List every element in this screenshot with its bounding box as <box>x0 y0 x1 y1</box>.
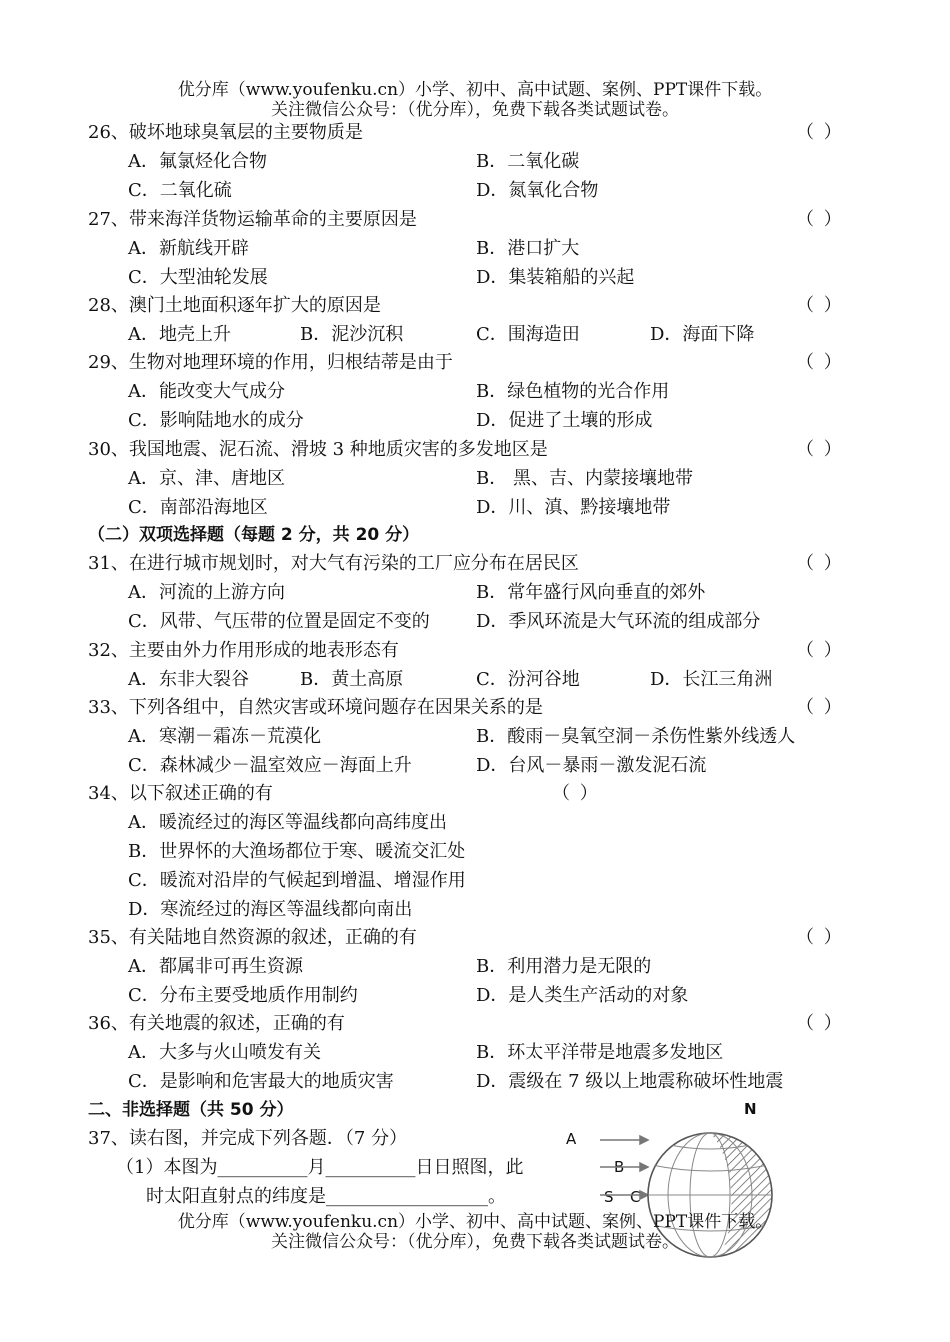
option-a: A．大多与火山喷发有关 <box>128 1042 321 1063</box>
option-c: C．森林减少－温室效应－海面上升 <box>128 755 412 776</box>
north-label: N <box>744 1100 757 1118</box>
option-a: A．京、津、唐地区 <box>128 468 285 489</box>
question-31 <box>0 549 950 578</box>
option-a: A．寒潮－霜冻－荒漠化 <box>128 726 321 747</box>
option-d: D．海面下降 <box>650 324 755 345</box>
south-label: S <box>604 1188 614 1206</box>
question-32 <box>0 636 950 665</box>
header-line-2: 关注微信公众号：（优分库），免费下载各类试题试卷。 <box>271 100 679 120</box>
options-row <box>0 722 950 751</box>
answer-blank: （ ） <box>796 553 844 574</box>
question-stem: 31、在进行城市规划时，对大气有污染的工厂应分布在居民区 <box>88 553 579 574</box>
option-d: D．震级在 7 级以上地震称破坏性地震 <box>476 1071 784 1092</box>
options-row <box>0 665 950 694</box>
options-row <box>0 808 950 837</box>
sub-question-1: （1）本图为__________月__________日日照图，此 <box>116 1157 524 1178</box>
sub-question <box>0 1182 950 1211</box>
option-a: A．新航线开辟 <box>128 238 249 259</box>
answer-blank: （ ） <box>552 783 600 804</box>
answer-blank: （ ） <box>796 697 844 718</box>
option-d: D．集装箱船的兴起 <box>476 267 635 288</box>
section-title: 二、非选择题（共 50 分） <box>88 1100 294 1120</box>
sub-question-1-cont: 时太阳直射点的纬度是__________________。 <box>146 1186 506 1207</box>
question-stem: 33、下列各组中，自然灾害或环境问题存在因果关系的是 <box>88 697 543 718</box>
question-30 <box>0 435 950 464</box>
options-row <box>0 493 950 522</box>
options-row <box>0 751 950 780</box>
section-heading <box>0 1096 950 1125</box>
question-stem: 32、主要由外力作用形成的地表形态有 <box>88 640 399 661</box>
answer-blank: （ ） <box>796 352 844 373</box>
point-b-label: B <box>614 1158 625 1176</box>
option-b: B．绿色植物的光合作用 <box>476 381 670 402</box>
option-b: B．世界怀的大渔场都位于寒、暖流交汇处 <box>128 841 466 862</box>
option-b: B．黄土高原 <box>300 669 404 690</box>
option-c: C．影响陆地水的成分 <box>128 410 304 431</box>
section-heading <box>0 521 950 550</box>
option-c: C．是影响和危害最大的地质灾害 <box>128 1071 394 1092</box>
option-d: D．季风环流是大气环流的组成部分 <box>476 611 761 632</box>
question-27 <box>0 205 950 234</box>
options-row <box>0 1067 950 1096</box>
option-b: B． 黑、吉、内蒙接壤地带 <box>476 468 693 489</box>
question-29 <box>0 348 950 377</box>
options-row <box>0 320 950 349</box>
sub-question <box>0 1153 950 1182</box>
option-b: B．港口扩大 <box>476 238 580 259</box>
option-c: C．暖流对沿岸的气候起到增温、增湿作用 <box>128 870 466 891</box>
point-a-label: A <box>566 1130 577 1148</box>
option-c: C．南部沿海地区 <box>128 497 268 518</box>
option-b: B．酸雨－臭氧空洞－杀伤性紫外线透人 <box>476 726 796 747</box>
options-row <box>0 1038 950 1067</box>
options-row <box>0 837 950 866</box>
options-row <box>0 981 950 1010</box>
options-row <box>0 406 950 435</box>
option-d: D．是人类生产活动的对象 <box>476 985 689 1006</box>
options-row <box>0 607 950 636</box>
options-row <box>0 263 950 292</box>
question-stem: 34、以下叙述正确的有 <box>88 783 273 804</box>
answer-blank: （ ） <box>796 1013 844 1034</box>
option-b: B．泥沙沉积 <box>300 324 404 345</box>
option-d: D．寒流经过的海区等温线都向南出 <box>128 899 413 920</box>
question-26 <box>0 118 950 147</box>
answer-blank: （ ） <box>796 439 844 460</box>
option-a: A．暖流经过的海区等温线都向高纬度出 <box>128 812 447 833</box>
option-b: B．利用潜力是无限的 <box>476 956 652 977</box>
options-row <box>0 578 950 607</box>
answer-blank: （ ） <box>796 122 844 143</box>
option-c: C．大型油轮发展 <box>128 267 268 288</box>
option-a: A．氟氯烃化合物 <box>128 151 267 172</box>
question-34 <box>0 779 950 808</box>
options-row <box>0 234 950 263</box>
answer-blank: （ ） <box>796 209 844 230</box>
option-c: C．汾河谷地 <box>476 669 580 690</box>
question-33 <box>0 693 950 722</box>
question-35 <box>0 923 950 952</box>
question-stem: 37、读右图，并完成下列各题．（7 分） <box>88 1128 408 1149</box>
option-b: B．二氧化碳 <box>476 151 580 172</box>
option-a: A．河流的上游方向 <box>128 582 285 603</box>
footer-line-1: 优分库（www.youfenku.cn）小学、初中、高中试题、案例、PPT课件下载。 <box>177 1212 773 1232</box>
question-stem: 29、生物对地理环境的作用，归根结蒂是由于 <box>88 352 453 373</box>
question-stem: 36、有关地震的叙述，正确的有 <box>88 1013 345 1034</box>
options-row <box>0 895 950 924</box>
option-c: C．围海造田 <box>476 324 580 345</box>
option-c: C．二氧化硫 <box>128 180 232 201</box>
point-c-label: C <box>630 1188 641 1206</box>
question-36 <box>0 1009 950 1038</box>
option-c: C．分布主要受地质作用制约 <box>128 985 358 1006</box>
answer-blank: （ ） <box>796 927 844 948</box>
option-d: D．川、滇、黔接壤地带 <box>476 497 671 518</box>
options-row <box>0 147 950 176</box>
options-row <box>0 952 950 981</box>
header-line-1: 优分库（www.youfenku.cn）小学、初中、高中试题、案例、PPT课件下载。 <box>177 80 773 100</box>
footer-line-2: 关注微信公众号：（优分库），免费下载各类试题试卷。 <box>271 1232 679 1252</box>
option-b: B．常年盛行风向垂直的郊外 <box>476 582 706 603</box>
option-c: C．风带、气压带的位置是固定不变的 <box>128 611 430 632</box>
options-row <box>0 464 950 493</box>
option-b: B．环太平洋带是地震多发地区 <box>476 1042 724 1063</box>
question-stem: 27、带来海洋货物运输革命的主要原因是 <box>88 209 417 230</box>
option-a: A．能改变大气成分 <box>128 381 285 402</box>
option-d: D．氮氧化合物 <box>476 180 599 201</box>
options-row <box>0 866 950 895</box>
question-37 <box>0 1124 950 1153</box>
question-stem: 28、澳门土地面积逐年扩大的原因是 <box>88 295 381 316</box>
question-stem: 30、我国地震、泥石流、滑坡 3 种地质灾害的多发地区是 <box>88 439 548 460</box>
option-d: D．促进了土壤的形成 <box>476 410 653 431</box>
option-a: A．地壳上升 <box>128 324 231 345</box>
question-stem: 26、破坏地球臭氧层的主要物质是 <box>88 122 363 143</box>
option-a: A．东非大裂谷 <box>128 669 249 690</box>
options-row <box>0 377 950 406</box>
section-title: （二）双项选择题（每题 2 分，共 20 分） <box>88 525 420 545</box>
option-d: D．台风－暴雨－激发泥石流 <box>476 755 707 776</box>
answer-blank: （ ） <box>796 295 844 316</box>
question-stem: 35、有关陆地自然资源的叙述，正确的有 <box>88 927 417 948</box>
sunlight-arrows <box>600 1136 648 1199</box>
question-28 <box>0 291 950 320</box>
option-a: A．都属非可再生资源 <box>128 956 303 977</box>
options-row <box>0 176 950 205</box>
answer-blank: （ ） <box>796 640 844 661</box>
option-d: D．长江三角洲 <box>650 669 773 690</box>
